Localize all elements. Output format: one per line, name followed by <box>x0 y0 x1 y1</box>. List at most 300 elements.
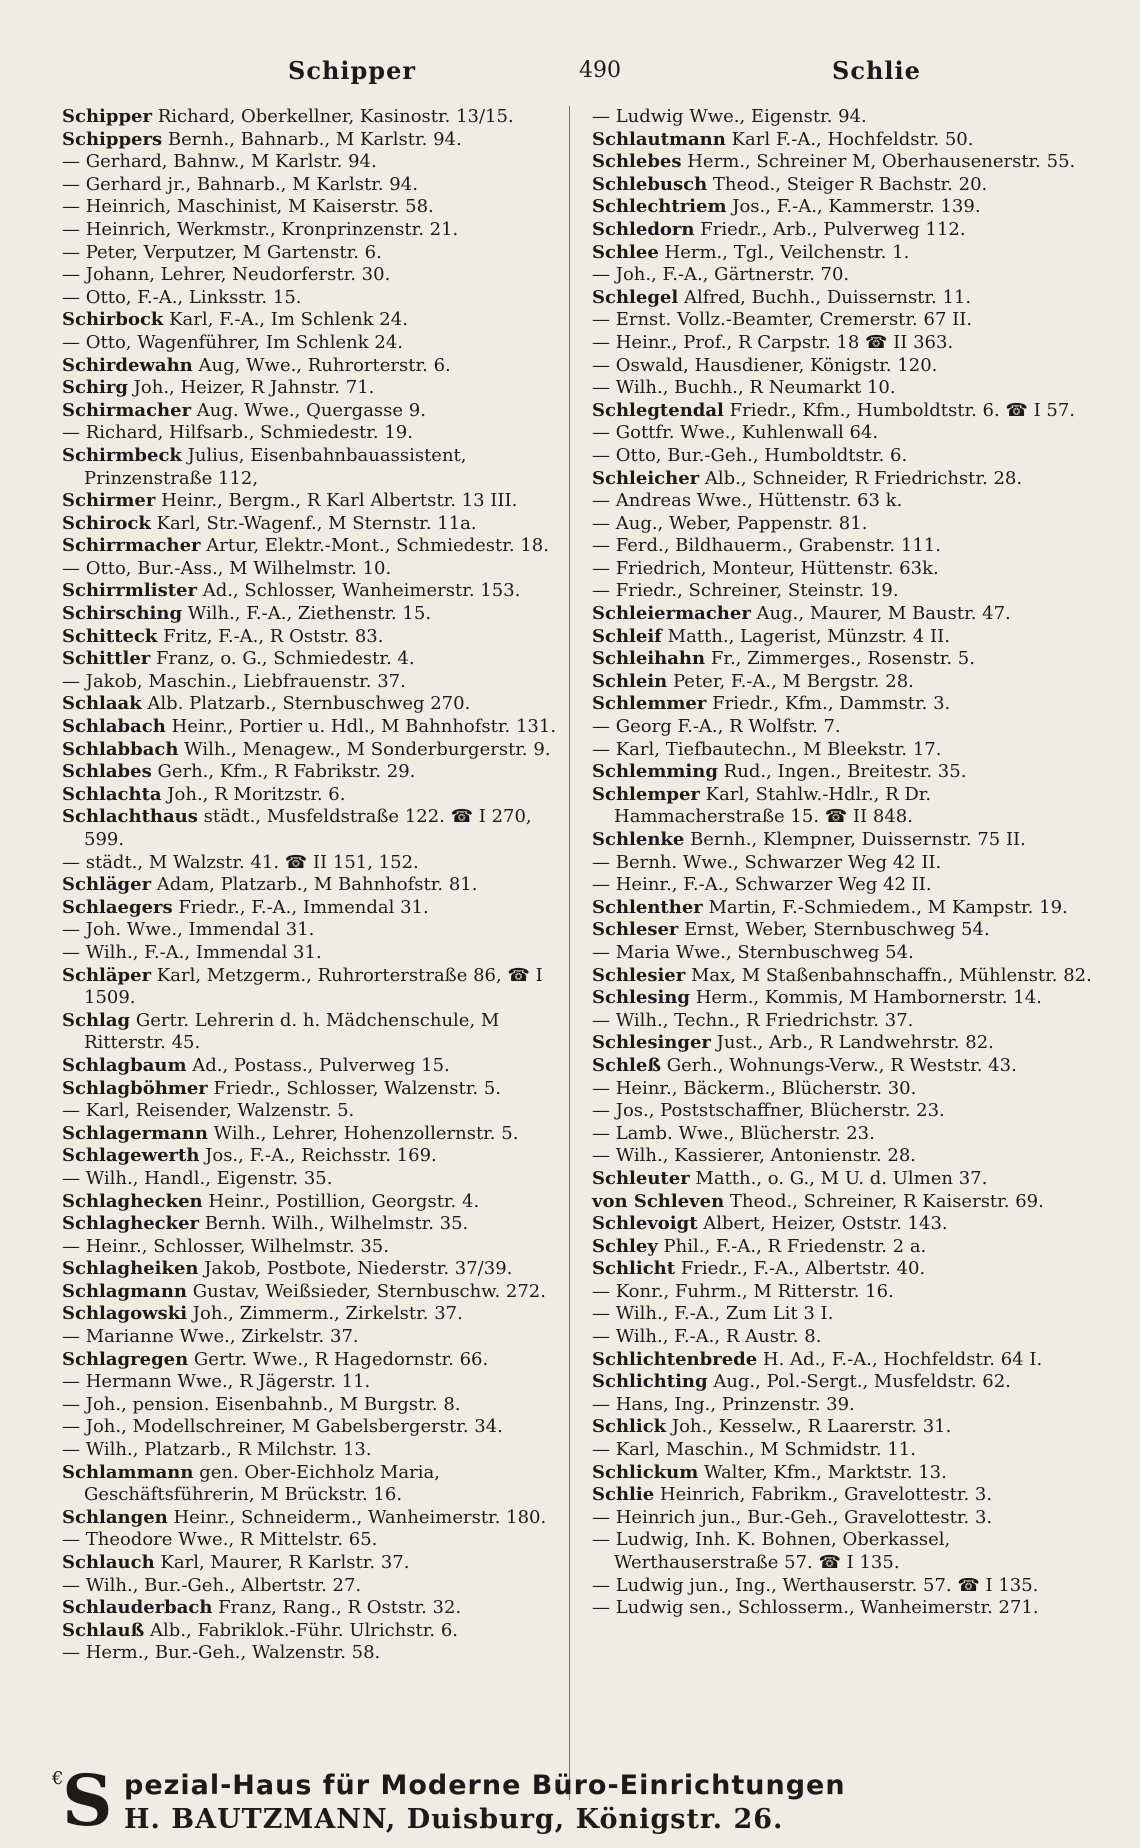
directory-entry <box>592 919 1102 942</box>
entry-details: — Otto, Wagenführer, Im Schlenk 24. <box>62 331 403 353</box>
entry-details: Theod., Schreiner, R Kaiserstr. 69. <box>724 1190 1044 1212</box>
entry-details: — Jos., Poststschaffner, Blücherstr. 23. <box>592 1100 945 1122</box>
directory-entry <box>592 1462 1102 1485</box>
directory-entry <box>592 1281 1102 1304</box>
entry-details: Heinr., Schneiderm., Wanheimerstr. 180. <box>167 1506 547 1528</box>
directory-entry <box>62 219 562 242</box>
directory-entry <box>62 196 562 219</box>
directory-entry <box>592 490 1102 513</box>
directory-entry <box>592 1394 1102 1417</box>
entry-surname: Schlagewerth <box>62 1145 200 1167</box>
entry-details: — Marianne Wwe., Zirkelstr. 37. <box>62 1326 359 1348</box>
directory-entry <box>592 942 1102 965</box>
directory-entry <box>592 716 1102 739</box>
entry-details: Alb. Platzarb., Sternbuschweg 270. <box>141 693 471 715</box>
entry-details: Aug., Pol.-Sergt., Musfeldstr. 62. <box>707 1371 1011 1393</box>
directory-entry <box>62 1575 562 1598</box>
entry-surname: Schlautmann <box>592 128 726 150</box>
directory-entry <box>62 106 562 129</box>
directory-entry <box>62 558 562 581</box>
directory-entry <box>592 1236 1102 1259</box>
directory-entry <box>592 513 1102 536</box>
entry-details: Bernh. Wilh., Wilhelmstr. 35. <box>199 1213 469 1235</box>
entry-surname: Schlabach <box>62 716 166 738</box>
directory-entry <box>592 1529 1102 1574</box>
entry-details: Franz, Rang., R Oststr. 32. <box>212 1597 462 1619</box>
directory-entry <box>62 1258 562 1281</box>
entry-surname: Schlammann <box>62 1461 194 1483</box>
entry-surname: Schirdewahn <box>62 354 193 376</box>
entry-details: — Johann, Lehrer, Neudorferstr. 30. <box>62 264 391 286</box>
entry-details: Jakob, Postbote, Niederstr. 37/39. <box>198 1258 513 1280</box>
directory-entry <box>592 1303 1102 1326</box>
directory-entry <box>62 1439 562 1462</box>
entry-details: Alb., Fabriklok.-Führ. Ulrichstr. 6. <box>144 1619 458 1641</box>
directory-entry <box>592 355 1102 378</box>
entry-details: Ad., Postass., Pulverweg 15. <box>186 1054 450 1076</box>
directory-entry <box>62 1394 562 1417</box>
entry-details: — Heinr., F.-A., Schwarzer Weg 42 II. <box>592 874 932 896</box>
entry-surname: Schlichting <box>592 1371 708 1393</box>
directory-entry <box>62 580 562 603</box>
entry-surname: Schlein <box>592 670 668 692</box>
directory-entry <box>62 603 562 626</box>
entry-surname: Schlabes <box>62 761 152 783</box>
directory-entry <box>62 1100 562 1123</box>
entry-details: H. Ad., F.-A., Hochfeldstr. 64 I. <box>757 1348 1043 1370</box>
directory-entry <box>62 897 562 920</box>
directory-entry <box>62 671 562 694</box>
entry-details: Theod., Steiger R Bachstr. 20. <box>707 173 988 195</box>
directory-entry <box>592 1191 1102 1214</box>
entry-details: — Jakob, Maschin., Liebfrauenstr. 37. <box>62 670 406 692</box>
directory-entry <box>62 1552 562 1575</box>
directory-entry <box>62 852 562 875</box>
entry-details: Karl, Maurer, R Karlstr. 37. <box>154 1552 410 1573</box>
entry-details: — Gerhard jr., Bahnarb., M Karlstr. 94. <box>62 173 418 195</box>
entry-surname: Schippers <box>62 128 163 150</box>
entry-surname: Schläger <box>62 874 152 896</box>
directory-entry <box>62 332 562 355</box>
entry-surname: Schlachthaus <box>62 806 198 828</box>
entry-details: Karl F.-A., Hochfeldstr. 50. <box>725 128 974 150</box>
entry-surname: Schlee <box>592 241 659 263</box>
directory-entry <box>62 1078 562 1101</box>
directory-entry <box>62 535 562 558</box>
entry-surname: Schlick <box>592 1416 667 1438</box>
directory-entry <box>592 874 1102 897</box>
entry-details: Heinr., Postillion, Georgstr. 4. <box>202 1190 480 1212</box>
directory-entry <box>592 1100 1102 1123</box>
entry-details: — Friedrich, Monteur, Hüttenstr. 63k. <box>592 557 939 579</box>
directory-entry <box>62 242 562 265</box>
entry-details: Jos., F.-A., Kammerstr. 139. <box>726 196 981 218</box>
entry-details: — Georg F.-A., R Wolfstr. 7. <box>592 716 841 738</box>
entry-details: Wilh., F.-A., Ziethenstr. 15. <box>182 603 432 625</box>
entry-surname: Schlechtriem <box>592 196 727 218</box>
entry-details: — Theodore Wwe., R Mittelstr. 65. <box>62 1529 378 1551</box>
entry-surname: Schirrmacher <box>62 535 201 557</box>
entry-surname: Schlie <box>592 1484 655 1506</box>
directory-entry <box>62 377 562 400</box>
entry-details: Gertr. Wwe., R Hagedornstr. 66. <box>188 1348 489 1370</box>
entry-details: Karl, Str.-Wagenf., M Sternstr. 11a. <box>150 512 477 534</box>
entry-surname: Schley <box>592 1235 658 1257</box>
entry-details: — Joh., F.-A., Gärtnerstr. 70. <box>592 264 850 286</box>
entry-details: — Wilh., Bur.-Geh., Albertstr. 27. <box>62 1574 362 1596</box>
entry-surname: Schirmbeck <box>62 444 182 466</box>
entry-surname: Schipper <box>62 106 152 127</box>
entry-surname: Schleicher <box>592 467 700 489</box>
directory-entry <box>592 377 1102 400</box>
entry-surname: Schleuter <box>592 1167 690 1189</box>
directory-entry <box>62 784 562 807</box>
directory-entry <box>592 829 1102 852</box>
directory-entry <box>592 1575 1102 1598</box>
entry-surname: Schlegtendal <box>592 399 724 421</box>
directory-entry <box>592 1326 1102 1349</box>
entry-details: Joh., R Moritzstr. 6. <box>161 783 346 805</box>
directory-entry <box>62 965 562 1010</box>
directory-entry <box>592 196 1102 219</box>
directory-entry <box>592 106 1102 129</box>
entry-details: — Ernst. Vollz.-Beamter, Cremerstr. 67 II. <box>592 309 973 331</box>
entry-details: gen. Ober-Eichholz Maria, Geschäftsführerin, M Brückstr. 16. <box>84 1461 440 1506</box>
entry-surname: Schlaghecken <box>62 1190 203 1212</box>
entry-details: — Richard, Hilfsarb., Schmiedestr. 19. <box>62 422 413 444</box>
entry-details: Ad., Schlosser, Wanheimerstr. 153. <box>196 580 521 602</box>
entry-details: Bernh., Klempner, Duissernstr. 75 II. <box>684 829 1026 850</box>
directory-entry <box>592 965 1102 988</box>
directory-entry <box>592 1484 1102 1507</box>
entry-details: Heinrich, Fabrikm., Gravelottestr. 3. <box>654 1484 993 1506</box>
directory-entry <box>62 400 562 423</box>
left-column <box>62 106 562 1665</box>
entry-details: Fr., Zimmerges., Rosenstr. 5. <box>705 648 975 670</box>
entry-details: städt., Musfeldstraße 122. ☎ I 270, 599. <box>84 806 532 850</box>
entry-surname: Schlaak <box>62 693 142 715</box>
entry-details: — Otto, F.-A., Linksstr. 15. <box>62 286 302 308</box>
entry-surname: Schirrmlister <box>62 580 197 602</box>
directory-entry <box>62 716 562 739</box>
directory-entry <box>62 151 562 174</box>
entry-details: Herm., Schreiner M, Oberhausenerstr. 55. <box>681 151 1076 173</box>
entry-details: Phil., F.-A., R Friedenstr. 2 a. <box>657 1235 927 1257</box>
entry-surname: Schlesing <box>592 987 690 1009</box>
entry-details: — Andreas Wwe., Hüttenstr. 63 k. <box>592 490 903 512</box>
directory-entry <box>592 1010 1102 1033</box>
directory-entry <box>592 761 1102 784</box>
entry-details: Peter, F.-A., M Bergstr. 28. <box>667 670 914 692</box>
directory-entry <box>592 671 1102 694</box>
header-right-keyword: Schlie <box>832 56 921 85</box>
directory-entry <box>592 1168 1102 1191</box>
entry-details: — Hermann Wwe., R Jägerstr. 11. <box>62 1371 371 1393</box>
directory-entry <box>592 1507 1102 1530</box>
directory-entry <box>62 942 562 965</box>
directory-entry <box>592 1371 1102 1394</box>
entry-surname: Schlag <box>62 1009 131 1031</box>
entry-details: — Wilh., F.-A., R Austr. 8. <box>592 1326 822 1348</box>
entry-surname: Schitteck <box>62 625 158 647</box>
directory-entry <box>592 1416 1102 1439</box>
entry-details: Aug., Maurer, M Baustr. 47. <box>750 603 1011 625</box>
entry-details: Gerh., Kfm., R Fabrikstr. 29. <box>151 761 416 783</box>
entry-details: — Otto, Bur.-Geh., Humboldtstr. 6. <box>592 444 908 466</box>
entry-surname: Schlaghecker <box>62 1213 200 1235</box>
entry-surname: Schlagmann <box>62 1280 188 1302</box>
entry-details: Joh., Kesselw., R Laarerstr. 31. <box>666 1416 952 1438</box>
directory-entry <box>62 1529 562 1552</box>
entry-details: Albert, Heizer, Oststr. 143. <box>697 1213 948 1235</box>
entry-surname: Schlickum <box>592 1461 699 1483</box>
entry-details: Matth., o. G., M U. d. Ulmen 37. <box>689 1167 988 1189</box>
entry-details: Gustav, Weißsieder, Sternbuschw. 272. <box>187 1280 546 1302</box>
entry-details: — Heinrich, Werkmstr., Kronprinzenstr. 21. <box>62 218 459 240</box>
entry-surname: Schleser <box>592 919 679 941</box>
directory-entry <box>592 400 1102 423</box>
entry-surname: von Schleven <box>592 1190 725 1212</box>
entry-surname: Schlichtenbrede <box>592 1348 758 1370</box>
directory-entry <box>62 874 562 897</box>
directory-entry <box>592 468 1102 491</box>
entry-details: — Wilh., Techn., R Friedrichstr. 37. <box>592 1009 914 1031</box>
entry-surname: Schlachta <box>62 783 162 805</box>
entry-surname: Schlegel <box>592 286 679 308</box>
directory-entry <box>592 1213 1102 1236</box>
entry-details: — Aug., Weber, Pappenstr. 81. <box>592 512 868 534</box>
entry-details: — Ferd., Bildhauerm., Grabenstr. 111. <box>592 535 941 557</box>
directory-entry <box>592 1032 1102 1055</box>
entry-details: — Wilh., Buchh., R Neumarkt 10. <box>592 377 896 399</box>
directory-entry <box>592 558 1102 581</box>
entry-details: Matth., Lagerist, Münzstr. 4 II. <box>661 625 950 647</box>
directory-entry <box>592 648 1102 671</box>
entry-surname: Schirmer <box>62 490 156 512</box>
entry-details: — Heinr., Schlosser, Wilhelmstr. 35. <box>62 1235 389 1257</box>
directory-entry <box>592 332 1102 355</box>
directory-entry <box>592 264 1102 287</box>
entry-surname: Schlauderbach <box>62 1597 213 1619</box>
entry-surname: Schlauch <box>62 1552 155 1573</box>
directory-entry <box>62 761 562 784</box>
entry-surname: Schlagheiken <box>62 1258 199 1280</box>
entry-details: — Heinr., Bäckerm., Blücherstr. 30. <box>592 1077 917 1099</box>
entry-details: Friedr., F.-A., Albertstr. 40. <box>675 1258 926 1280</box>
directory-entry <box>62 490 562 513</box>
entry-details: Heinr., Bergm., R Karl Albertstr. 13 III. <box>155 490 518 512</box>
entry-details: — Heinr., Prof., R Carpstr. 18 ☎ II 363. <box>592 331 954 353</box>
entry-details: Bernh., Bahnarb., M Karlstr. 94. <box>162 128 462 150</box>
entry-surname: Schlaegers <box>62 896 173 918</box>
directory-entry <box>62 806 562 851</box>
entry-details: Richard, Oberkellner, Kasinostr. 13/15. <box>152 106 514 127</box>
entry-details: Jos., F.-A., Reichsstr. 169. <box>199 1145 437 1167</box>
entry-details: Fritz, F.-A., R Oststr. 83. <box>157 625 384 647</box>
entry-surname: Schlesier <box>592 964 686 986</box>
entry-details: Aug, Wwe., Ruhrorterstr. 6. <box>192 354 451 376</box>
directory-entry <box>62 355 562 378</box>
directory-entry <box>62 287 562 310</box>
entry-details: — Gerhard, Bahnw., M Karlstr. 94. <box>62 151 377 173</box>
directory-entry <box>62 264 562 287</box>
entry-details: Joh., Zimmerm., Zirkelstr. 37. <box>187 1303 463 1325</box>
entry-details: Herm., Tgl., Veilchenstr. 1. <box>658 241 910 263</box>
entry-details: Alb., Schneider, R Friedrichstr. 28. <box>699 467 1023 489</box>
entry-surname: Schlagböhmer <box>62 1077 208 1099</box>
directory-entry <box>592 287 1102 310</box>
entry-surname: Schirbock <box>62 309 164 331</box>
entry-details: Adam, Platzarb., M Bahnhofstr. 81. <box>151 874 478 896</box>
directory-entry <box>62 1642 562 1665</box>
entry-details: Max, M Staßenbahnschaffn., Mühlenstr. 82. <box>685 964 1092 986</box>
directory-entry <box>62 129 562 152</box>
directory-entry <box>62 648 562 671</box>
directory-entry <box>62 309 562 332</box>
directory-entry <box>62 1371 562 1394</box>
directory-entry <box>62 1168 562 1191</box>
entry-details: — Joh., Modellschreiner, M Gabelsbergerstr. 34. <box>62 1416 503 1438</box>
entry-surname: Schirsching <box>62 603 183 625</box>
entry-details: — Ludwig jun., Ing., Werthauserstr. 57. ☎ I 135. <box>592 1574 1039 1596</box>
directory-entry <box>62 1213 562 1236</box>
directory-entry <box>592 739 1102 762</box>
entry-details: Gertr. Lehrerin d. h. Mädchenschule, M Ritterstr. 45. <box>84 1009 500 1054</box>
entry-details: — Karl, Tiefbautechn., M Bleekstr. 17. <box>592 738 942 760</box>
entry-details: — Peter, Verputzer, M Gartenstr. 6. <box>62 241 382 263</box>
directory-entry <box>592 1349 1102 1372</box>
entry-surname: Schirock <box>62 512 151 534</box>
entry-surname: Schirg <box>62 377 128 399</box>
directory-entry <box>62 1010 562 1055</box>
right-column <box>592 106 1102 1620</box>
directory-entry <box>62 1123 562 1146</box>
directory-entry <box>592 580 1102 603</box>
entry-surname: Schlabbach <box>62 738 179 760</box>
directory-entry <box>62 445 562 490</box>
entry-details: Julius, Eisenbahnbauassistent, Prinzenstraße 112, <box>84 444 467 489</box>
entry-details: Friedr., Kfm., Humboldtstr. 6. ☎ I 57. <box>723 399 1076 421</box>
entry-details: — Lamb. Wwe., Blücherstr. 23. <box>592 1122 875 1144</box>
entry-details: Gerh., Wohnungs-Verw., R Weststr. 43. <box>661 1054 1017 1076</box>
entry-details: Wilh., Lehrer, Hohenzollernstr. 5. <box>207 1122 519 1144</box>
ad-initial: S <box>62 1759 113 1842</box>
directory-entry <box>62 1055 562 1078</box>
entry-surname: Schittler <box>62 648 151 670</box>
entry-details: Ernst, Weber, Sternbuschweg 54. <box>678 919 990 941</box>
entry-details: — Oswald, Hausdiener, Königstr. 120. <box>592 354 938 376</box>
directory-entry <box>62 1236 562 1259</box>
entry-surname: Schlauß <box>62 1619 145 1641</box>
entry-surname: Schleiermacher <box>592 603 751 625</box>
entry-details: Alfred, Buchh., Duissernstr. 11. <box>678 286 972 308</box>
entry-details: — städt., M Walzstr. 41. ☎ II 151, 152. <box>62 851 419 873</box>
entry-details: — Karl, Reisender, Walzenstr. 5. <box>62 1100 355 1122</box>
entry-surname: Schlagregen <box>62 1348 189 1370</box>
directory-entry <box>592 1078 1102 1101</box>
entry-details: — Ludwig, Inh. K. Bohnen, Oberkassel, Werthauserstraße 57. ☎ I 135. <box>592 1529 951 1573</box>
directory-entry <box>62 1191 562 1214</box>
entry-details: Karl, Stahlw.-Hdlr., R Dr. Hammacherstraße 15. ☎ II 848. <box>614 783 932 828</box>
entry-details: Joh., Heizer, R Jahnstr. 71. <box>127 377 375 399</box>
entry-details: — Gottfr. Wwe., Kuhlenwall 64. <box>592 422 879 444</box>
entry-surname: Schlemming <box>592 761 718 783</box>
entry-details: Friedr., Kfm., Dammstr. 3. <box>706 693 951 715</box>
entry-surname: Schlemmer <box>592 693 707 715</box>
directory-entry <box>62 1620 562 1643</box>
entry-details: — Otto, Bur.-Ass., M Wilhelmstr. 10. <box>62 557 392 579</box>
directory-entry <box>592 242 1102 265</box>
entry-details: Karl, F.-A., Im Schlenk 24. <box>163 309 408 331</box>
entry-details: — Wilh., Platzarb., R Milchstr. 13. <box>62 1439 372 1461</box>
directory-entry <box>592 1055 1102 1078</box>
entry-details: — Friedr., Schreiner, Steinstr. 19. <box>592 580 899 602</box>
entry-details: Friedr., Schlosser, Walzenstr. 5. <box>207 1077 501 1099</box>
page-header <box>60 54 1100 94</box>
directory-entry <box>592 784 1102 829</box>
entry-details: Franz, o. G., Schmiedestr. 4. <box>150 648 415 670</box>
directory-entry <box>62 1145 562 1168</box>
directory-entry <box>62 174 562 197</box>
entry-details: — Heinrich jun., Bur.-Geh., Gravelottestr. 3. <box>592 1506 993 1528</box>
entry-surname: Schlebes <box>592 151 682 173</box>
directory-entry <box>592 1123 1102 1146</box>
directory-entry <box>592 1439 1102 1462</box>
directory-entry <box>62 1349 562 1372</box>
entry-details: Just., Arb., R Landwehrstr. 82. <box>710 1032 994 1054</box>
entry-details: — Joh., pension. Eisenbahnb., M Burgstr. 8. <box>62 1393 461 1415</box>
entry-details: Friedr., Arb., Pulverweg 112. <box>694 218 966 240</box>
directory-entry <box>62 513 562 536</box>
directory-entry <box>62 739 562 762</box>
directory-entry <box>592 1145 1102 1168</box>
directory-entry <box>62 919 562 942</box>
entry-surname: Schlagermann <box>62 1122 208 1144</box>
directory-entry <box>592 151 1102 174</box>
directory-entry <box>592 1597 1102 1620</box>
entry-details: — Ludwig sen., Schlosserm., Wanheimerstr. 271. <box>592 1597 1039 1619</box>
entry-details: — Joh. Wwe., Immendal 31. <box>62 919 315 941</box>
column-divider <box>569 106 570 1800</box>
entry-surname: Schledorn <box>592 218 695 240</box>
entry-details: Walter, Kfm., Marktstr. 13. <box>698 1461 947 1483</box>
directory-entry <box>592 219 1102 242</box>
directory-entry <box>592 422 1102 445</box>
entry-details: — Wilh., Handl., Eigenstr. 35. <box>62 1167 333 1189</box>
entry-details: Friedr., F.-A., Immendal 31. <box>172 896 429 918</box>
entry-details: Artur, Elektr.-Mont., Schmiedestr. 18. <box>200 535 549 557</box>
entry-details: — Wilh., F.-A., Immendal 31. <box>62 941 322 963</box>
entry-details: — Bernh. Wwe., Schwarzer Weg 42 II. <box>592 851 942 873</box>
page-number: 490 <box>579 58 621 83</box>
directory-entry <box>592 987 1102 1010</box>
ad-line-1: pezial-Haus für Moderne Büro-Einrichtungen <box>124 1770 846 1801</box>
entry-surname: Schleß <box>592 1054 662 1076</box>
directory-entry <box>592 535 1102 558</box>
entry-surname: Schlebusch <box>592 173 708 195</box>
advertisement-banner <box>52 1759 1100 1842</box>
directory-entry <box>592 852 1102 875</box>
entry-surname: Schlesinger <box>592 1032 711 1054</box>
entry-surname: Schlenke <box>592 829 685 850</box>
entry-surname: Schlangen <box>62 1506 168 1528</box>
directory-entry <box>62 1303 562 1326</box>
entry-details: — Ludwig Wwe., Eigenstr. 94. <box>592 106 867 127</box>
directory-entry <box>592 693 1102 716</box>
entry-details: Heinr., Portier u. Hdl., M Bahnhofstr. 131. <box>165 716 557 738</box>
ad-line-2: H. BAUTZMANN, Duisburg, Königstr. 26. <box>124 1804 784 1835</box>
entry-surname: Schlemper <box>592 783 700 805</box>
